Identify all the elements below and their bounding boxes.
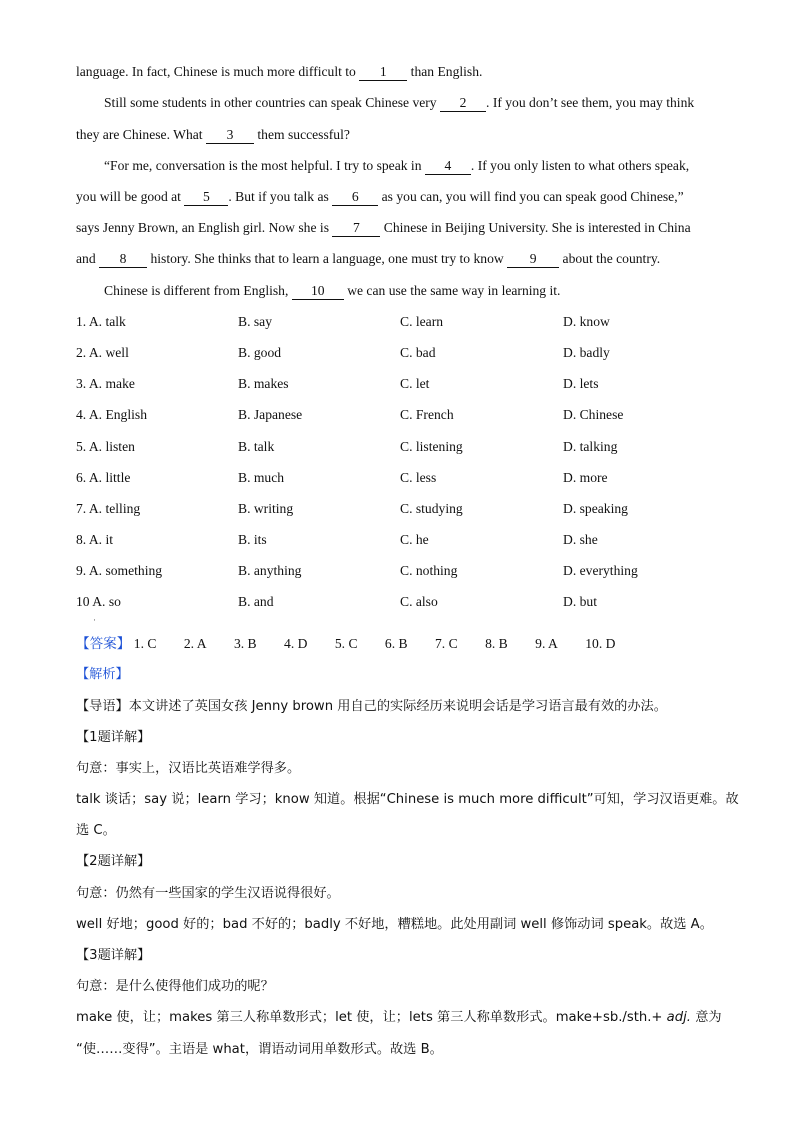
option-10d: D. but [563, 594, 597, 609]
passage-line-3: they are Chinese. What 3 them successful? [76, 127, 350, 142]
blank-2: 2 [440, 95, 486, 112]
option-2d: D. badly [563, 345, 610, 360]
guide-text: 本文讲述了英国女孩 Jenny brown 用自己的实际经历来说明会话是学习语言最有效的办法。 [128, 699, 667, 714]
blank-10: 10 [292, 283, 344, 300]
option-7c: C. studying [400, 501, 463, 516]
option-4c: C. French [400, 407, 454, 422]
option-10b: B. and [238, 594, 274, 609]
passage-line-8: Chinese is different from English, 10 we can use the same way in learning it. [104, 283, 561, 298]
option-row-9 [76, 561, 716, 581]
option-6a: 6. A. little [76, 470, 131, 485]
analysis-label: 【解析】 [76, 667, 129, 682]
analysis-label-line [76, 665, 716, 685]
q1-explanation-1: talk 谈话；say 说；learn 学习；know 知道。根据“Chinese is much more difficult”可知，学习汉语更难。故 [76, 792, 739, 807]
option-5b: B. talk [238, 439, 275, 454]
option-2b: B. good [238, 345, 282, 360]
blank-6: 6 [332, 189, 378, 206]
blank-9: 9 [507, 251, 559, 268]
passage-line-4: “For me, conversation is the most helpful. I try to speak in 4 . If you only listen to what others speak, [104, 158, 690, 173]
option-8c: C. he [400, 532, 429, 547]
option-9a: 9. A. something [76, 563, 163, 578]
option-row-6 [76, 468, 716, 488]
option-row-4 [76, 405, 716, 425]
guide-label: 【导语】 [76, 699, 129, 714]
answer-row: 【答案】 1. C 2. A 3. B 4. D 5. C 6. B 7. C 8. B 9. A 10. D [76, 636, 616, 652]
option-row-2 [76, 343, 716, 363]
option-1c: C. learn [400, 314, 444, 329]
option-5c: C. listening [400, 439, 463, 454]
passage-line-2: Still some students in other countries can speak Chinese very 2 . If you don’t see them, you may think [104, 95, 695, 110]
option-row-8 [76, 530, 716, 550]
q1-heading: 【1题详解】 [76, 730, 151, 745]
q3-explanation-2: “使……变得”。主语是 what，谓语动词用单数形式。故选 B。 [76, 1042, 443, 1057]
option-8d: D. she [563, 532, 598, 547]
passage-line-5: you will be good at 5 . But if you talk as 6 as you can, you will find you can speak good Chinese,” [76, 189, 684, 204]
blank-1: 1 [359, 64, 407, 81]
option-8b: B. its [238, 532, 267, 547]
option-1b: B. say [238, 314, 272, 329]
blank-3: 3 [206, 127, 254, 144]
option-7a: 7. A. telling [76, 501, 141, 516]
q1-meaning: 句意：事实上，汉语比英语难学得多。 [76, 761, 301, 776]
option-5a: 5. A. listen [76, 439, 135, 454]
q2-explanation: well 好地；good 好的；bad 不好的；badly 不好地，糟糕地。此处用副词 well 修饰动词 speak。故选 A。 [76, 917, 713, 932]
blank-7: 7 [332, 220, 380, 237]
q3-meaning: 句意：是什么使得他们成功的呢？ [76, 979, 274, 994]
blank-5: 5 [184, 189, 228, 206]
option-10a: 10 A. so [76, 594, 121, 609]
option-row-5 [76, 437, 716, 457]
passage-line-1: language. In fact, Chinese is much more difficult to 1 than English. [76, 64, 483, 79]
option-4d: D. Chinese [563, 407, 624, 422]
option-8a: 8. A. it [76, 532, 114, 547]
option-3b: B. makes [238, 376, 289, 391]
q3-heading: 【3题详解】 [76, 948, 151, 963]
q1-explanation-2: 选 C。 [76, 823, 116, 838]
decorative-dot: · [93, 615, 96, 625]
option-10c: C. also [400, 594, 438, 609]
answer-label: 【答案】 [76, 636, 131, 652]
option-9b: B. anything [238, 563, 302, 578]
blank-4: 4 [425, 158, 471, 175]
option-1a: 1. A. talk [76, 314, 126, 329]
option-9d: D. everything [563, 563, 638, 578]
blank-8: 8 [99, 251, 147, 268]
option-3c: C. let [400, 376, 430, 391]
option-row-3 [76, 374, 716, 394]
option-7d: D. speaking [563, 501, 628, 516]
option-2c: C. bad [400, 345, 436, 360]
option-4a: 4. A. English [76, 407, 147, 422]
option-6b: B. much [238, 470, 285, 485]
passage-line-7: and 8 history. She thinks that to learn a language, one must try to know 9 about the country. [76, 251, 661, 266]
option-3d: D. lets [563, 376, 599, 391]
option-5d: D. talking [563, 439, 618, 454]
option-2a: 2. A. well [76, 345, 129, 360]
option-row-7 [76, 499, 716, 519]
option-row-10 [76, 592, 716, 612]
option-9c: C. nothing [400, 563, 458, 578]
q2-heading: 【2题详解】 [76, 854, 151, 869]
option-1d: D. know [563, 314, 610, 329]
option-3a: 3. A. make [76, 376, 135, 391]
guide-line [76, 697, 716, 717]
option-6d: D. more [563, 470, 608, 485]
q2-meaning: 句意：仍然有一些国家的学生汉语说得很好。 [76, 886, 340, 901]
option-4b: B. Japanese [238, 407, 303, 422]
q3-explanation-1: make 使，让；makes 第三人称单数形式；let 使，让；lets 第三人称单数形式。make+sb./sth.+ adj. 意为 [76, 1010, 722, 1025]
option-row-1 [76, 312, 716, 332]
option-7b: B. writing [238, 501, 294, 516]
option-6c: C. less [400, 470, 437, 485]
passage-line-6: says Jenny Brown, an English girl. Now she is 7 Chinese in Beijing University. She is interested in China [76, 220, 691, 235]
